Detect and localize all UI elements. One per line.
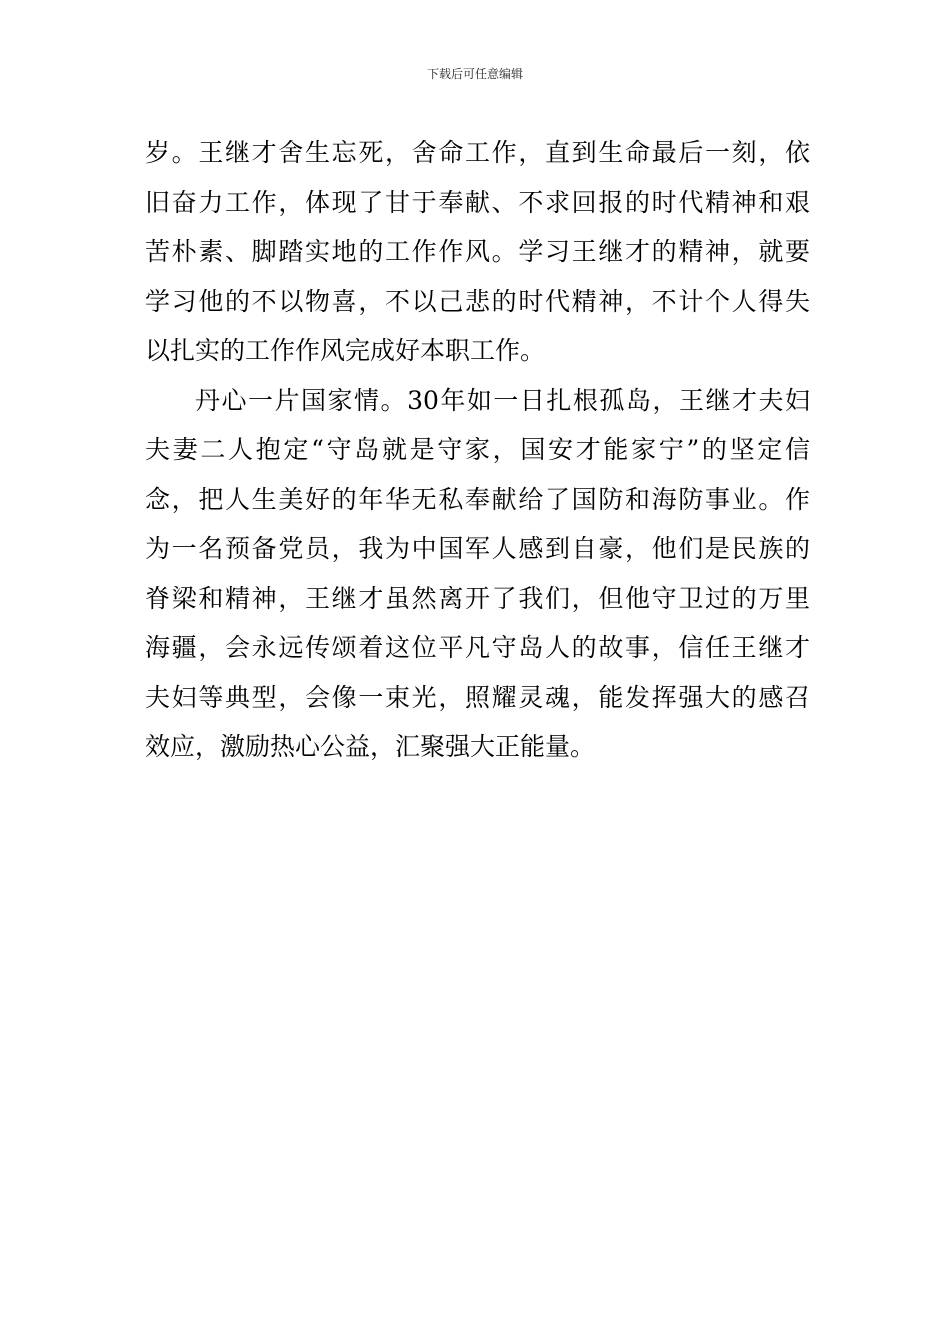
text-line: 苦朴素、脚踏实地的工作作风。学习王继才的精神，就要	[145, 237, 810, 266]
text-line: 为一名预备党员，我为中国军人感到自豪，他们是民族的	[145, 534, 810, 563]
text-line: 丹心一片国家情。30年如一日扎根孤岛，王继才夫妇	[195, 385, 810, 415]
text-line: 学习他的不以物喜，不以己悲的时代精神，不计个人得失	[145, 286, 810, 316]
page-header-note: 下载后可任意编辑	[426, 67, 523, 81]
text-line: 海疆，会永远传颂着这位平凡守岛人的故事，信任王继才	[145, 633, 810, 662]
text-line: 念，把人生美好的年华无私奉献给了国防和海防事业。作	[145, 484, 810, 514]
text-line: 以扎实的工作作风完成好本职工作。	[145, 336, 546, 365]
text-line: 岁。王继才舍生忘死，舍命工作，直到生命最后一刻，依	[145, 138, 810, 167]
text-line: 脊梁和精神，王继才虽然离开了我们，但他守卫过的万里	[145, 583, 810, 613]
text-line: 夫妻二人抱定“守岛就是守家，国安才能家宁”的坚定信	[145, 435, 810, 464]
text-line: 效应，激励热心公益，汇聚强大正能量。	[145, 732, 596, 761]
body-text	[145, 128, 810, 772]
text-line: 夫妇等典型，会像一束光，照耀灵魂，能发挥强大的感召	[145, 682, 810, 712]
text-line: 旧奋力工作，体现了甘于奉献、不求回报的时代精神和艰	[145, 187, 810, 217]
paragraph-2	[145, 376, 810, 772]
paragraph-1	[145, 128, 810, 376]
